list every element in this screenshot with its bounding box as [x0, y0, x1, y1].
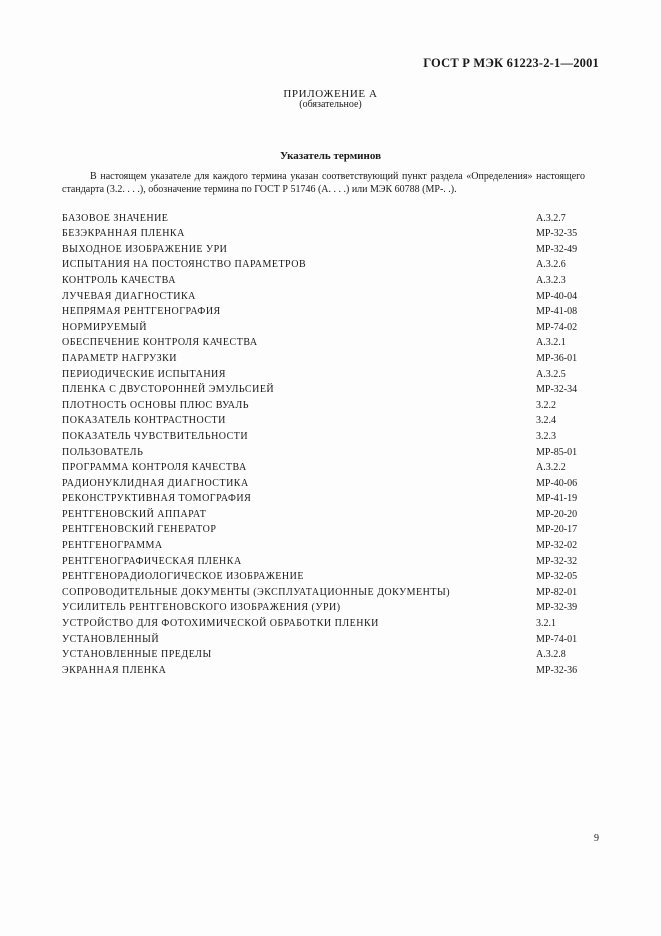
term-reference: А.3.2.3 — [536, 274, 566, 286]
term-reference: МР-32-39 — [536, 602, 578, 614]
term-reference: 3.2.3 — [536, 430, 556, 442]
term-reference: А.3.2.8 — [536, 649, 566, 661]
term-name: ПЛЕНКА С ДВУСТОРОННЕЙ ЭМУЛЬСИЕЙ — [62, 384, 275, 396]
term-row — [62, 334, 585, 350]
term-row — [62, 287, 585, 303]
term-name: РЕНТГЕНОГРАММА — [62, 540, 163, 552]
term-row — [62, 427, 585, 443]
term-name: УСИЛИТЕЛЬ РЕНТГЕНОВСКОГО ИЗОБРАЖЕНИЯ (УРИ) — [62, 602, 341, 614]
term-reference: МР-32-49 — [536, 243, 578, 255]
term-row — [62, 240, 585, 256]
term-name: РЕНТГЕНОРАДИОЛОГИЧЕСКОЕ ИЗОБРАЖЕНИЕ — [62, 571, 304, 583]
term-row — [62, 536, 585, 552]
term-name: УСТРОЙСТВО ДЛЯ ФОТОХИМИЧЕСКОЙ ОБРАБОТКИ ПЛЕНКИ — [62, 618, 379, 630]
term-row — [62, 661, 585, 677]
term-row — [62, 459, 585, 475]
term-row — [62, 381, 585, 397]
index-intro: В настоящем указателе для каждого термина указан соответствующий пункт раздела «Определения» настоящего стандарта (3.2. . . .), обозначение термина по ГОСТ Р 51746 (А. . . .) или МЭК 60788 (МР-. .). — [62, 171, 585, 195]
term-name: ПОЛЬЗОВАТЕЛЬ — [62, 446, 144, 458]
term-reference: МР-40-06 — [536, 477, 578, 489]
term-row — [62, 568, 585, 584]
term-reference: 3.2.4 — [536, 415, 556, 427]
term-row — [62, 505, 585, 521]
term-name: СОПРОВОДИТЕЛЬНЫЕ ДОКУМЕНТЫ (ЭКСПЛУАТАЦИОННЫЕ ДОКУМЕНТЫ) — [62, 586, 451, 598]
term-name: БЕЗЭКРАННАЯ ПЛЕНКА — [62, 228, 185, 240]
term-row — [62, 412, 585, 428]
term-name: ОБЕСПЕЧЕНИЕ КОНТРОЛЯ КАЧЕСТВА — [62, 337, 258, 349]
term-row — [62, 521, 585, 537]
term-row — [62, 209, 585, 225]
term-row — [62, 349, 585, 365]
term-reference: МР-32-34 — [536, 384, 578, 396]
term-name: РЕНТГЕНОГРАФИЧЕСКАЯ ПЛЕНКА — [62, 555, 242, 567]
term-name: УСТАНОВЛЕННЫЕ ПРЕДЕЛЫ — [62, 649, 212, 661]
term-reference: МР-20-17 — [536, 524, 578, 536]
term-row — [62, 646, 585, 662]
term-row — [62, 271, 585, 287]
term-reference: МР-20-20 — [536, 508, 578, 520]
term-name: ПАРАМЕТР НАГРУЗКИ — [62, 352, 178, 364]
term-row — [62, 396, 585, 412]
term-reference: МР-74-01 — [536, 633, 578, 645]
appendix-subtitle: (обязательное) — [299, 99, 362, 110]
term-name: УСТАНОВЛЕННЫЙ — [62, 633, 160, 645]
term-name: НОРМИРУЕМЫЙ — [62, 321, 147, 333]
term-reference: МР-82-01 — [536, 586, 578, 598]
term-reference: МР-85-01 — [536, 446, 578, 458]
term-name: РЕКОНСТРУКТИВНАЯ ТОМОГРАФИЯ — [62, 493, 252, 505]
term-reference: МР-36-01 — [536, 352, 578, 364]
term-row — [62, 614, 585, 630]
term-name: ПОКАЗАТЕЛЬ ЧУВСТВИТЕЛЬНОСТИ — [62, 430, 249, 442]
term-name: ПЕРИОДИЧЕСКИЕ ИСПЫТАНИЯ — [62, 368, 226, 380]
term-name: ПОКАЗАТЕЛЬ КОНТРАСТНОСТИ — [62, 415, 226, 427]
term-reference: МР-32-32 — [536, 555, 578, 567]
term-name: РЕНТГЕНОВСКИЙ АППАРАТ — [62, 508, 207, 520]
page-number: 9 — [594, 833, 599, 844]
term-name: ЛУЧЕВАЯ ДИАГНОСТИКА — [62, 290, 196, 302]
term-name: РЕНТГЕНОВСКИЙ ГЕНЕРАТОР — [62, 524, 217, 536]
term-row — [62, 583, 585, 599]
term-reference: МР-32-05 — [536, 571, 578, 583]
term-row — [62, 225, 585, 241]
term-row — [62, 490, 585, 506]
term-reference: А.3.2.7 — [536, 212, 566, 224]
document-standard-code: ГОСТ Р МЭК 61223-2-1—2001 — [423, 56, 599, 70]
term-row — [62, 599, 585, 615]
terms-list — [62, 209, 585, 677]
term-name: ЭКРАННАЯ ПЛЕНКА — [62, 664, 167, 676]
term-name: РАДИОНУКЛИДНАЯ ДИАГНОСТИКА — [62, 477, 249, 489]
term-reference: МР-40-04 — [536, 290, 578, 302]
term-reference: МР-32-02 — [536, 540, 578, 552]
term-name: ПРОГРАММА КОНТРОЛЯ КАЧЕСТВА — [62, 462, 247, 474]
term-reference: А.3.2.1 — [536, 337, 566, 349]
term-reference: А.3.2.2 — [536, 462, 566, 474]
term-name: БАЗОВОЕ ЗНАЧЕНИЕ — [62, 212, 169, 224]
term-reference: 3.2.2 — [536, 399, 556, 411]
term-reference: МР-41-08 — [536, 306, 578, 318]
appendix-title: ПРИЛОЖЕНИЕ А — [283, 88, 378, 100]
term-reference: А.3.2.6 — [536, 259, 566, 271]
term-name: ПЛОТНОСТЬ ОСНОВЫ ПЛЮС ВУАЛЬ — [62, 399, 249, 411]
term-reference: МР-41-19 — [536, 493, 578, 505]
term-reference: МР-74-02 — [536, 321, 578, 333]
term-reference: МР-32-35 — [536, 228, 578, 240]
term-reference: 3.2.1 — [536, 618, 556, 630]
term-row — [62, 443, 585, 459]
term-row — [62, 630, 585, 646]
term-name: НЕПРЯМАЯ РЕНТГЕНОГРАФИЯ — [62, 306, 221, 318]
term-row — [62, 552, 585, 568]
term-row — [62, 318, 585, 334]
term-row — [62, 474, 585, 490]
index-title: Указатель терминов — [279, 150, 382, 162]
term-name: ВЫХОДНОЕ ИЗОБРАЖЕНИЕ УРИ — [62, 243, 228, 255]
term-row — [62, 365, 585, 381]
term-reference: А.3.2.5 — [536, 368, 566, 380]
term-name: ИСПЫТАНИЯ НА ПОСТОЯНСТВО ПАРАМЕТРОВ — [62, 259, 307, 271]
term-name: КОНТРОЛЬ КАЧЕСТВА — [62, 274, 176, 286]
term-reference: МР-32-36 — [536, 664, 578, 676]
term-row — [62, 256, 585, 272]
term-row — [62, 303, 585, 319]
